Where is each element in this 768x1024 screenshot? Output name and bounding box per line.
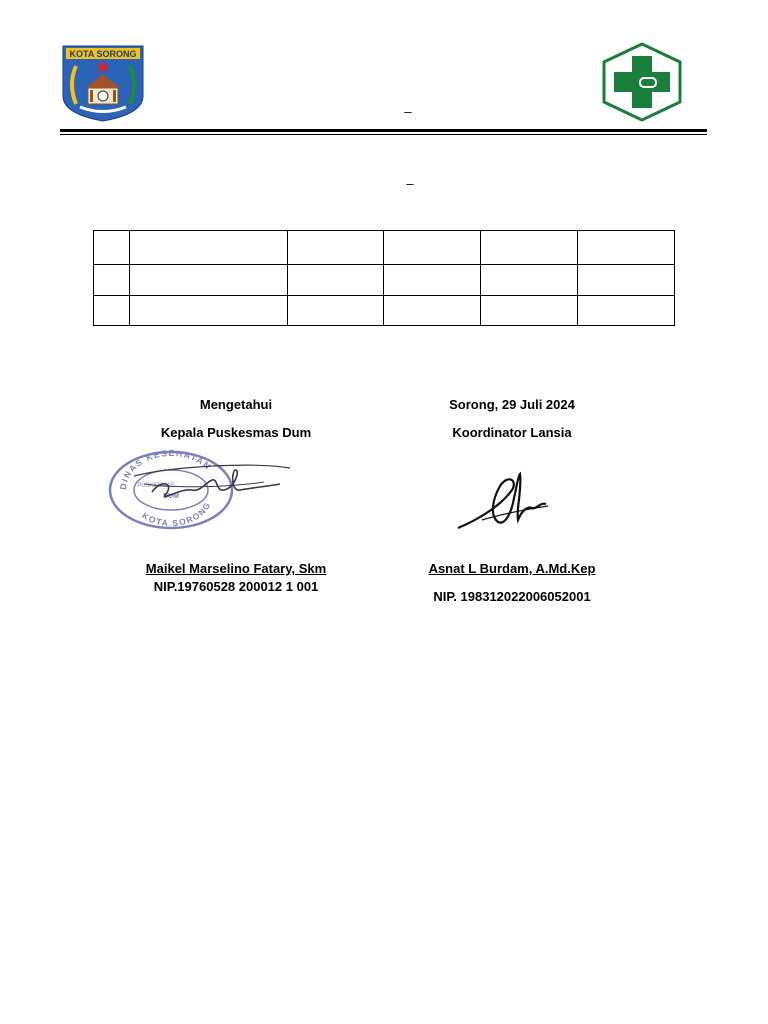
table-cell xyxy=(578,296,675,326)
table-cell xyxy=(130,296,288,326)
official-stamp xyxy=(104,448,294,532)
puskesmas-logo xyxy=(600,42,684,122)
table-cell xyxy=(578,265,675,296)
right-signatory-name: Asnat L Burdam, A.Md.Kep xyxy=(428,561,596,576)
table-cell xyxy=(578,231,675,265)
kota-sorong-logo xyxy=(60,44,146,122)
stamp-signature-icon xyxy=(104,448,294,532)
stamp-bottom-text: KOTA SORONG xyxy=(140,499,213,529)
place-date: Sorong, 29 Juli 2024 xyxy=(449,397,575,412)
table-cell xyxy=(384,296,481,326)
header-rule-thick xyxy=(60,129,707,132)
left-position-title: Kepala Puskesmas Dum xyxy=(160,425,312,440)
table-cell xyxy=(94,296,130,326)
stamp-center-text: DUM xyxy=(163,493,179,500)
puskesmas-cross-icon xyxy=(600,42,684,122)
kota-sorong-crest-icon xyxy=(60,44,146,122)
acknowledge-label: Mengetahui xyxy=(199,397,273,412)
left-signatory-name: Maikel Marselino Fatary, Skm xyxy=(145,561,327,576)
stamp-mid-text: PUSKESMAS xyxy=(137,483,175,489)
left-signatory-nip: NIP.19760528 200012 1 001 xyxy=(153,579,319,594)
stamp-top-text: DINAS KESEHATAN xyxy=(117,448,214,491)
table-cell xyxy=(481,265,578,296)
subtitle-dash: – xyxy=(406,176,414,191)
table-cell xyxy=(481,231,578,265)
table-cell xyxy=(94,231,130,265)
table-cell xyxy=(288,231,384,265)
handwritten-signature xyxy=(452,470,552,534)
header-dash: – xyxy=(404,104,412,119)
table-cell xyxy=(130,231,288,265)
data-table xyxy=(93,230,675,326)
right-signatory-nip: NIP. 198312022006052001 xyxy=(433,589,591,604)
table-cell xyxy=(288,296,384,326)
header-rule-thin xyxy=(60,134,707,135)
signature-icon xyxy=(452,470,552,534)
table-cell xyxy=(481,296,578,326)
table-row xyxy=(94,231,675,265)
right-position-title: Koordinator Lansia xyxy=(452,425,572,440)
table-cell xyxy=(288,265,384,296)
logo-text: KOTA SORONG xyxy=(69,49,137,59)
table-cell xyxy=(130,265,288,296)
table-cell xyxy=(384,265,481,296)
table-row xyxy=(94,296,675,326)
table-cell xyxy=(384,231,481,265)
table-row xyxy=(94,265,675,296)
table-cell xyxy=(94,265,130,296)
